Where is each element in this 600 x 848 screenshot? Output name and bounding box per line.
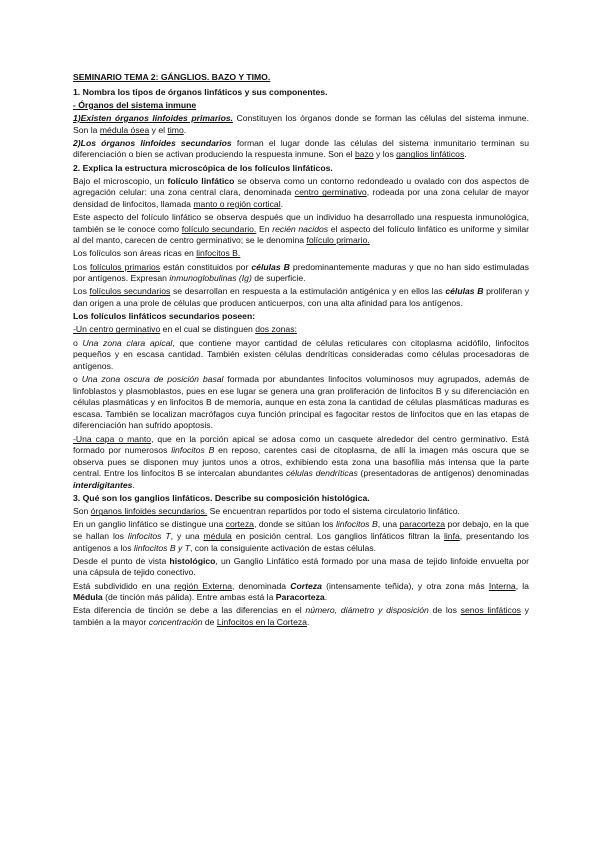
paragraph-germinal-center: -Un centro germinativo en el cual se distinguen dos zonas: — [73, 324, 297, 335]
question-1: 1. Nombra los tipos de órganos linfáticos y sus componentes. — [73, 86, 328, 97]
question-2: 2. Explica la estructura microscópica de los folículos linfáticos. — [73, 162, 333, 173]
document-page — [73, 72, 529, 630]
paragraph-subdivision: Está subdividido en una región Externa, denominada Corteza (intensamente teñida), y otra zona más Interna, la Médula (de tinción más pálida). Entre ambas está la Paracorteza. — [73, 580, 529, 603]
paragraph-microscope: Bajo el microscopio, un folículo linfático se observa como un contorno redondeado u ovalado con dos aspectos de agregación celular: una zona central clara, denominada centro germinativo, rodeada por una zona celular de mayor densidad de linfocitos, llamada manto o región cortical. — [73, 175, 530, 209]
question-3: 3. Qué son los ganglios linfáticos. Describe su composición histológica. — [73, 493, 370, 504]
paragraph-rich-areas: Los folículos son áreas ricas en linfocitos B. — [73, 248, 241, 259]
paragraph-secondary-follicle: Este aspecto del folículo linfático se observa después que un individuo ha desarrollado una respuesta inmunológica, también se le conoce como folículo secundario. En recién nacidos el aspecto del folículo linfático es uniforme y similar al del manto, carecen de centro germinativo; se le denomina folículo primario. — [73, 212, 529, 246]
paragraph-primary-follicles: Los folículos primarios están constituidos por células B predominantemente maduras y que no han sido estimuladas por antígenos. Expresan inmunoglobulinas (Ig) de superficie. — [73, 261, 529, 284]
subheading-secondary-possess: Los folículos linfáticos secundarios poseen: — [73, 311, 256, 322]
paragraph-primary-organs: 1)Existen órganos linfoides primarios. Constituyen los órganos donde se forman las células del sistema inmune. Son la médula ósea y el timo. — [73, 112, 529, 135]
paragraph-ganglia-definition: Son órganos linfoides secundarios. Se encuentran repartidos por todo el sistema circulatorio linfático. — [73, 506, 460, 517]
paragraph-histology: Desde el punto de vista histológico, un Ganglio Linfático está formado por una masa de tejido linfoide envuelta por una cápsula de tejido conectivo. — [73, 555, 529, 578]
paragraph-clear-zone: o Una zona clara apical, que contiene mayor cantidad de células reticulares con citoplasma acidófilo, linfocitos pequeños y en escasa cantidad. También existen células dendríticas consideradas como células procesadoras de antígenos. — [73, 337, 529, 371]
paragraph-staining-difference: Esta diferencia de tinción se debe a las diferencias en el número, diámetro y disposición de los senos linfáticos y también a la mayor concentración de Linfocitos en la Corteza. — [73, 605, 529, 627]
section-heading-organos: - Órganos del sistema inmune — [73, 99, 197, 110]
paragraph-dark-zone: o Una zona oscura de posición basal formada por abundantes linfocitos voluminosos muy agrupados, además de linfoblastos y plasmoblastos, pues en ese lugar se genera una gran proliferación de linfocitos B y su diferenciación en células plasmáticas y en linfocitos B de memoria, aunque en esta zona la cantidad de células plasmáticas maduras es escasa. También se localizan macrófagos cuya función principal es fagocitar restos de linfocitos que en las etapas de diferenciación han sufrido apoptosis. — [73, 373, 529, 431]
paragraph-mantle: -Una capa o manto, que en la porción apical se adosa como un casquete alrededor del centro germinativo. Está formado por numerosos linfocitos B en reposo, carentes casi de citoplasma, de allí la imagen más oscura que se observa pues se disponen muy juntos unos a otros, exhibiendo esta zona una basofilia más intensa que la parte central. Entre los linfocitos B se intercalan abundantes células dendríticas (presentadoras de antígenos) denominadas interdigitantes. — [73, 433, 529, 490]
document-title: SEMINARIO TEMA 2: GÁNGLIOS. BAZO Y TIMO. — [73, 72, 271, 82]
paragraph-secondary-organs: 2)Los órganos linfoides secundarios forman el lugar donde las células del sistema inmunitario terminan su diferenciación o bien se activan produciendo la respuesta inmune. Son el bazo y los ganglios linfáticos. — [73, 137, 529, 160]
paragraph-secondary-follicles: Los folículos secundarios se desarrollan en respuesta a la estimulación antigénica y en ellos las células B proliferan y dan origen a una prole de células que producen anticuerpos, con una alta afinidad para los antígenos. — [73, 286, 530, 309]
paragraph-ganglia-zones: En un ganglio linfático se distingue una corteza, donde se sitúan los linfocitos B, una paracorteza por debajo, en la que se hallan los linfocitos T, y una médula en posición central. Los ganglios linfáticos filtran la linfa, presentando los antígenos a los linfocitos B y T, con la consiguiente activación de estas células. — [73, 519, 529, 553]
